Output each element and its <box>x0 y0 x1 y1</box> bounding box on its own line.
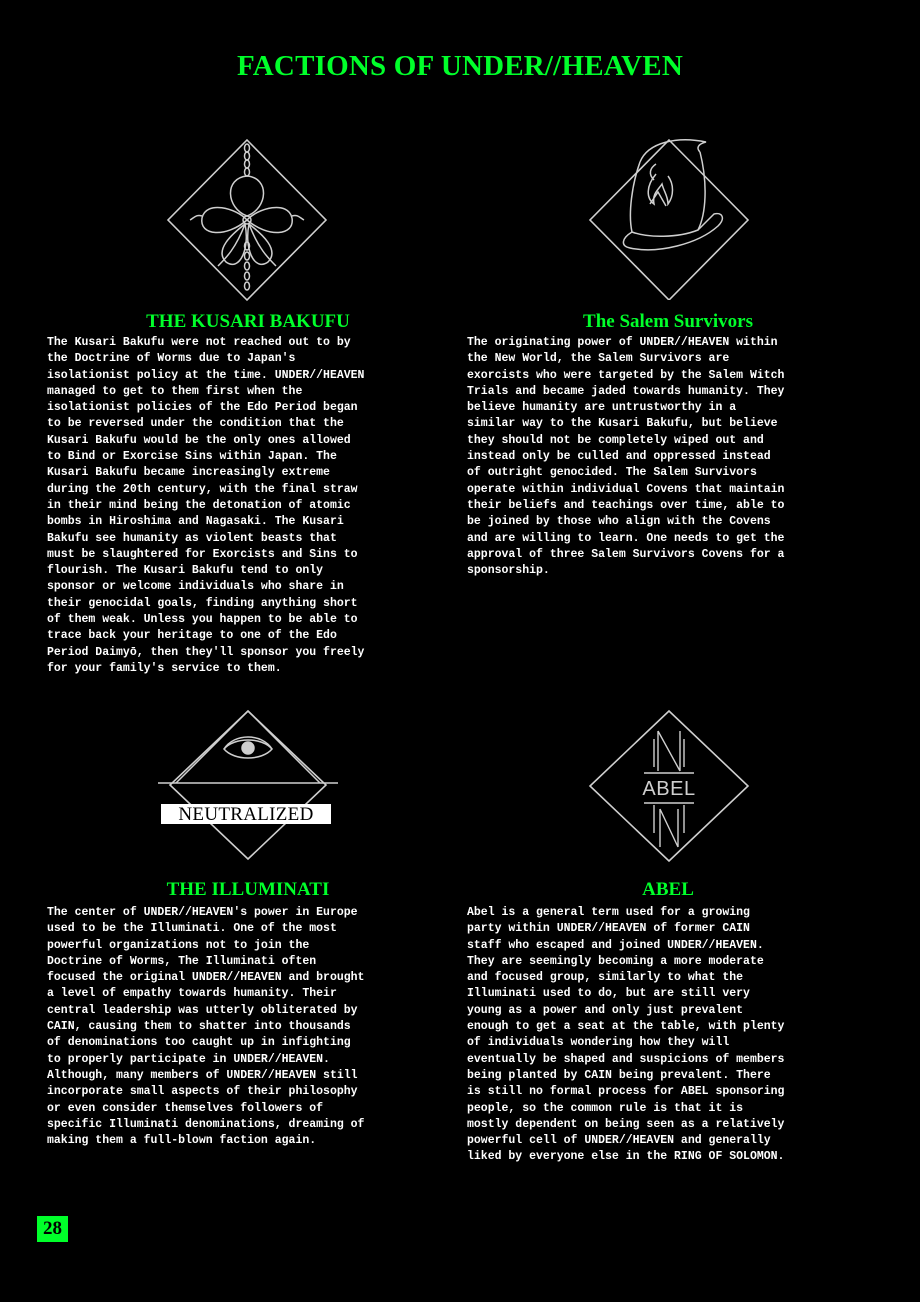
page-number: 28 <box>37 1216 68 1242</box>
faction-body-salem-survivors: The originating power of UNDER//HEAVEN within the New World, the Salem Survivors are exorcists who were targeted by the Salem Witch Trials and became jaded towards humanity. They believe humanity are untrustworthy in a similar way to the Kusari Bakufu, but believe they should not be completely wiped out and instead only be culled and oppressed instead of outright genocided. The Salem Survivors operate within individual Covens that maintain their beliefs and teachings over time, able to be joined by those who align with the Covens and are willing to learn. One needs to get the approval of three Salem Survivors Covens for a sponsorship. <box>467 336 785 578</box>
page-title: FACTIONS OF UNDER//HEAVEN <box>237 50 683 82</box>
eye-pyramid-icon <box>158 709 338 861</box>
illuminati-emblem <box>158 709 338 861</box>
faction-name-abel: ABEL <box>642 879 694 900</box>
kusari-bakufu-emblem <box>166 138 328 302</box>
neutralized-status-label: NEUTRALIZED <box>161 804 331 824</box>
faction-name-salem-survivors: The Salem Survivors <box>583 311 753 332</box>
faction-body-abel: Abel is a general term used for a growing party within UNDER//HEAVEN of former CAIN staff who escaped and joined UNDER//HEAVEN. They are seemingly becoming a more moderate and focused group, similarly to what the Illuminati used to do, but are still very young as a power and only just prevalent enough to get a seat at the table, with plenty of individuals wondering how they will eventually be shaped and suspicions of members being planted by CAIN being prevalent. There is still no formal process for ABEL sponsoring people, so the common rule is that it is mostly dependent on being seen as a relatively powerful cell of UNDER//HEAVEN and generally liked by everyone else in the RING OF SOLOMON. <box>467 906 785 1164</box>
faction-name-kusari-bakufu: THE KUSARI BAKUFU <box>146 311 350 332</box>
faction-body-illuminati: The center of UNDER//HEAVEN's power in Europe used to be the Illuminati. One of the most powerful organizations not to join the Doctrine of Worms, The Illuminati often focused the original UNDER//HEAVEN and brought a level of empathy towards humanity. Their central leadership was utterly obliterated by CAIN, causing them to shatter into thousands of denominations too caught up in infighting to properly participate in UNDER//HEAVEN. Although, many members of UNDER//HEAVEN still incorporate small aspects of their philosophy or even consider themselves followers of specific Illuminati denominations, dreaming of making them a full-blown faction again. <box>47 906 365 1148</box>
witch-hat-flame-icon <box>588 134 750 300</box>
abel-emblem <box>588 709 750 863</box>
abel-sigil-text: ABEL <box>642 778 696 800</box>
chained-flower-icon <box>166 138 328 302</box>
salem-survivors-emblem <box>588 134 750 300</box>
faction-name-illuminati: THE ILLUMINATI <box>166 879 330 900</box>
abel-sigil-icon <box>588 709 750 863</box>
faction-body-kusari-bakufu: The Kusari Bakufu were not reached out to by the Doctrine of Worms due to Japan's isolationist policy at the time. UNDER//HEAVEN managed to get to them first when the isolationist policies of the Edo Period began to be reversed under the condition that the Kusari Bakufu would be the only ones allowed to Bind or Exorcise Sins within Japan. The Kusari Bakufu became increasingly extreme during the 20th century, with the final straw in their mind being the detonation of atomic bombs in Hiroshima and Nagasaki. The Kusari Bakufu see humanity as violent beasts that must be slaughtered for Exorcists and Sins to flourish. The Kusari Bakufu tend to only sponsor or welcome individuals who share in their genocidal goals, finding anything short of them weak. Unless you happen to be able to trace back your heritage to one of the Edo Period Daimyō, then they'll sponsor you freely for your family's service to them. <box>47 336 365 675</box>
